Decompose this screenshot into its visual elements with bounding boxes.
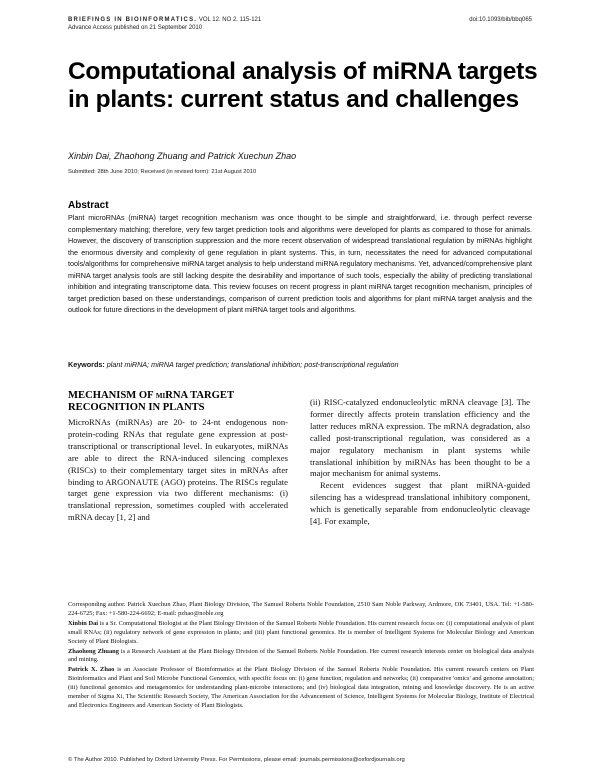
journal-name: BRIEFINGS IN BIOINFORMATICS.	[68, 17, 198, 23]
keywords-list: plant miRNA; miRNA target prediction; translational inhibition; post-transcriptional regulation	[106, 360, 399, 369]
author-list: Xinbin Dai, Zhaohong Zhuang and Patrick Xuechun Zhao	[68, 151, 297, 161]
author-footnotes	[68, 601, 534, 712]
running-header	[68, 16, 532, 32]
keywords-line	[68, 360, 532, 369]
author-bio-text: is an Associate Professor of Bioinformatics at the Plant Biology Division of the Samuel Roberts Noble Foundation. His current research centers on Plant Bioinformatics and Plant and Soil Microbe Functional Genomics, with specific focus on: (i) gene function, regulation and networks; (ii) comparative 'omics' and genome annotation; (iii) functional genomics and metagenomics for understanding plant-microbe interactions; and (iv) biological data integration, mining and knowledge discovery. He is an active member of Sigma Xi, The Scientific Research Society, The American Association for the Advancement of Science, Intelligent Systems for Molecular Biology, Institute of Electrical and Electronics Engineers and American Society of Plant Biologists.	[68, 666, 534, 709]
volume-info: VOL 12. NO 2. 115-121	[198, 17, 262, 23]
author-bio-name: Patrick X. Zhao	[68, 666, 115, 674]
corresponding-author-note: Corresponding author. Patrick Xuechun Zhao, Plant Biology Division, The Samuel Roberts Noble Foundation, 2510 Sam Noble Parkway, Ardmore, OK 73401, USA. Tel: +1-580-224-6725; Fax: +1-580-224-6692; E-mail: pzhao@noble.org	[68, 601, 534, 617]
section-heading-smallcaps: mi	[155, 390, 166, 401]
keywords-label: Keywords:	[68, 360, 105, 369]
doi-link[interactable]: doi:10.1093/bib/bbq065	[469, 17, 532, 23]
copyright-line: © The Author 2010. Published by Oxford University Press. For Permissions, please email: journals.permissions@oxfordjournals.org	[68, 757, 405, 763]
author-bio	[68, 666, 534, 711]
abstract-heading: Abstract	[68, 200, 109, 211]
author-bio-name: Zhaohong Zhuang	[68, 647, 119, 655]
body-paragraph: MicroRNAs (miRNAs) are 20- to 24-nt endogenous non-protein-coding RNAs that regulate gene expression at post-transcriptional or transcriptional level. In eukaryotes, miRNAs are able to direct the RNA-induced silencing complexes (RISCs) to their complementary target sites in mRNAs after binding to ARGONAUTE (AGO) proteins. The RISCs regulate target gene expression via two different mechanisms: (i) translational repression, sometimes coupled with accelerated mRNA decay [1, 2] and	[68, 417, 288, 523]
author-bio-text: is a Research Assistant at the Plant Biology Division of the Samuel Roberts Noble Foundation. Her current research interests center on biological data analysis and mining.	[68, 647, 534, 664]
submission-dates: Submitted: 28th June 2010; Received (in revised form): 21st August 2010	[68, 169, 257, 175]
section-heading-prefix: MECHANISM OF	[68, 390, 154, 401]
body-paragraph: Recent evidences suggest that plant miRNA-guided silencing has a widespread translational inhibitory component, which is genetically separable from endonucleolytic cleavage [4]. For example,	[310, 480, 530, 527]
author-bio-text: is a Sr. Computational Biologist at the Plant Biology Division of the Samuel Roberts Noble Foundation. His current research focus on: (i) computational analysis of plant small RNAs; (ii) regulatory network of gene expression in plants; and (iii) plant functional genomics. He is member of Intelligent Systems for Molecular Biology and American Society of Plant Biologists.	[68, 619, 534, 645]
body-paragraph: (ii) RISC-catalyzed endonucleolytic mRNA cleavage [3]. The former directly affects protein translation efficiency and the latter reduces mRNA expression. The mRNA degradation, also called post-transcriptional regulation, was considered as a major regulatory mechanism in plant systems while translational inhibition by miRNAs has been thought to be a major mechanism for animal systems.	[310, 397, 530, 479]
section-heading-rest: RNA TARGET RECOGNITION IN PLANTS	[68, 390, 234, 413]
body-column-left	[68, 390, 288, 524]
abstract-text: Plant microRNAs (miRNA) target recognition mechanism was once thought to be simple and straightforward, i.e. through perfect reverse complementary matching; therefore, very few target prediction tools and algorithms were developed for plants as compared to those for animals. However, the discovery of transcription suppression and the more recent observation of widespread translational regulation by miRNAs highlight the enormous diversity and complexity of gene regulation in plant systems. This, in turn, necessitates the need for advanced computational tools/algorithms for comprehensive miRNA target analysis to help understand miRNA regulatory mechanisms. Yet, advanced/comprehensive plant miRNA target analysis tools are still lacking despite the desirability and importance of such tools, especially the ability of predicting translational inhibition and integrating transcriptome data. This review focuses on recent progress in plant miRNA target recognition mechanism, principles of target prediction based on these understandings, comparison of current prediction tools and algorithms for plant miRNA target analysis and the outlook for future directions in the development of plant miRNA target tools and algorithms.	[68, 213, 532, 315]
author-bio	[68, 620, 534, 647]
author-bio-name: Xinbin Dai	[68, 619, 99, 627]
author-bio	[68, 648, 534, 666]
advance-access-line: Advance Access published on 21 September 2010	[68, 25, 203, 31]
section-heading	[68, 390, 288, 414]
body-column-right	[310, 397, 530, 528]
article-title: Computational analysis of miRNA targets in plants: current status and challenges	[68, 58, 538, 113]
